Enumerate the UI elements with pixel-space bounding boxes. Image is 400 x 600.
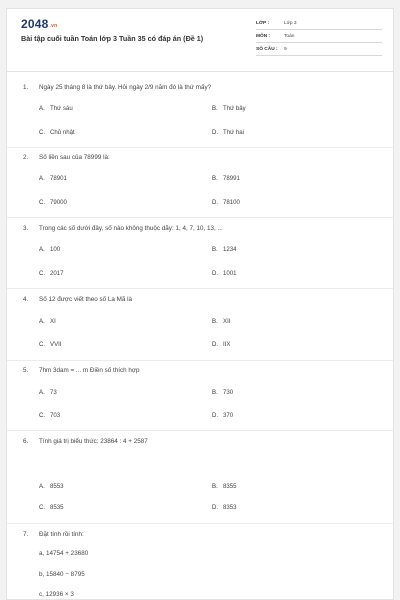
option-d[interactable]: D. 8353 [212,504,237,511]
subtask-b: b, 15840 − 8795 [39,571,85,578]
logo-domain: .vn [49,23,58,29]
option-b[interactable]: B. XII [212,318,231,325]
question-text: 4. Số 12 được viết theo số La Mã là [23,296,133,303]
option-a[interactable]: A. XI [39,318,56,325]
option-a[interactable]: A. 78901 [39,175,67,182]
question-text: 5. 7hm 3dam = ... m Điền số thích hợp [23,367,140,374]
option-a[interactable]: A. 100 [39,246,61,253]
option-b[interactable]: B. 730 [212,389,234,396]
meta-count-label: SỐ CÂU : [256,47,278,52]
worksheet-page [6,8,394,600]
option-d[interactable]: D. 370 [212,412,234,419]
option-b[interactable]: B. Thứ bảy [212,105,246,112]
header-divider [7,71,393,72]
option-c[interactable]: C. Chủ nhật [39,129,75,136]
question-divider [7,288,393,289]
question-text: 6. Tính giá trị biểu thức: 23864 : 4 + 2587 [23,438,148,445]
question-divider [7,147,393,148]
meta-class-label: LỚP : [256,21,270,26]
question-divider [7,430,393,431]
option-c[interactable]: C. 703 [39,412,61,419]
option-a[interactable]: A. Thứ sáu [39,105,73,112]
option-c[interactable]: C. 2017 [39,270,64,277]
option-a[interactable]: A. 8553 [39,483,64,490]
meta-class-row [256,19,382,30]
subtask-a: a, 14754 + 23680 [39,550,89,557]
option-d[interactable]: D. 78100 [212,199,240,206]
option-c[interactable]: C. 79000 [39,199,67,206]
question-divider [7,360,393,361]
meta-subject-label: MÔN : [256,34,271,39]
logo-text: 2048 [21,17,49,31]
meta-subject-value: Toán [284,34,295,39]
question-text: 3. Trong các số dưới đây, số nào không thuộc dãy: 1, 4, 7, 10, 13, ... [23,225,223,232]
option-d[interactable]: D. 1001 [212,270,237,277]
option-d[interactable]: D. IIX [212,341,231,348]
option-b[interactable]: B. 1234 [212,246,237,253]
meta-class-value: Lớp 3 [284,21,297,26]
question-text: 2. Số liền sau của 78999 là: [23,154,110,161]
question-divider [7,217,393,218]
option-d[interactable]: D. Thứ hai [212,129,245,136]
meta-count-value: 9 [284,47,287,52]
worksheet-title: Bài tập cuối tuần Toán lớp 3 Tuần 35 có đáp án (Đề 1) [21,34,204,43]
question-text: 1. Ngày 25 tháng 8 là thứ bảy. Hỏi ngày 2/9 năm đó là thứ mấy? [23,84,212,91]
question-divider [7,523,393,524]
site-logo[interactable] [21,17,57,31]
question-text: 7. Đặt tính rồi tính: [23,531,84,538]
option-a[interactable]: A. 73 [39,389,57,396]
option-c[interactable]: C. VVII [39,341,62,348]
option-b[interactable]: B. 78991 [212,175,240,182]
worksheet-meta [256,19,382,58]
option-c[interactable]: C. 8535 [39,504,64,511]
option-b[interactable]: B. 8355 [212,483,237,490]
meta-subject-row [256,32,382,43]
meta-count-row [256,45,382,56]
subtask-c: c, 12936 × 3 [39,591,74,598]
